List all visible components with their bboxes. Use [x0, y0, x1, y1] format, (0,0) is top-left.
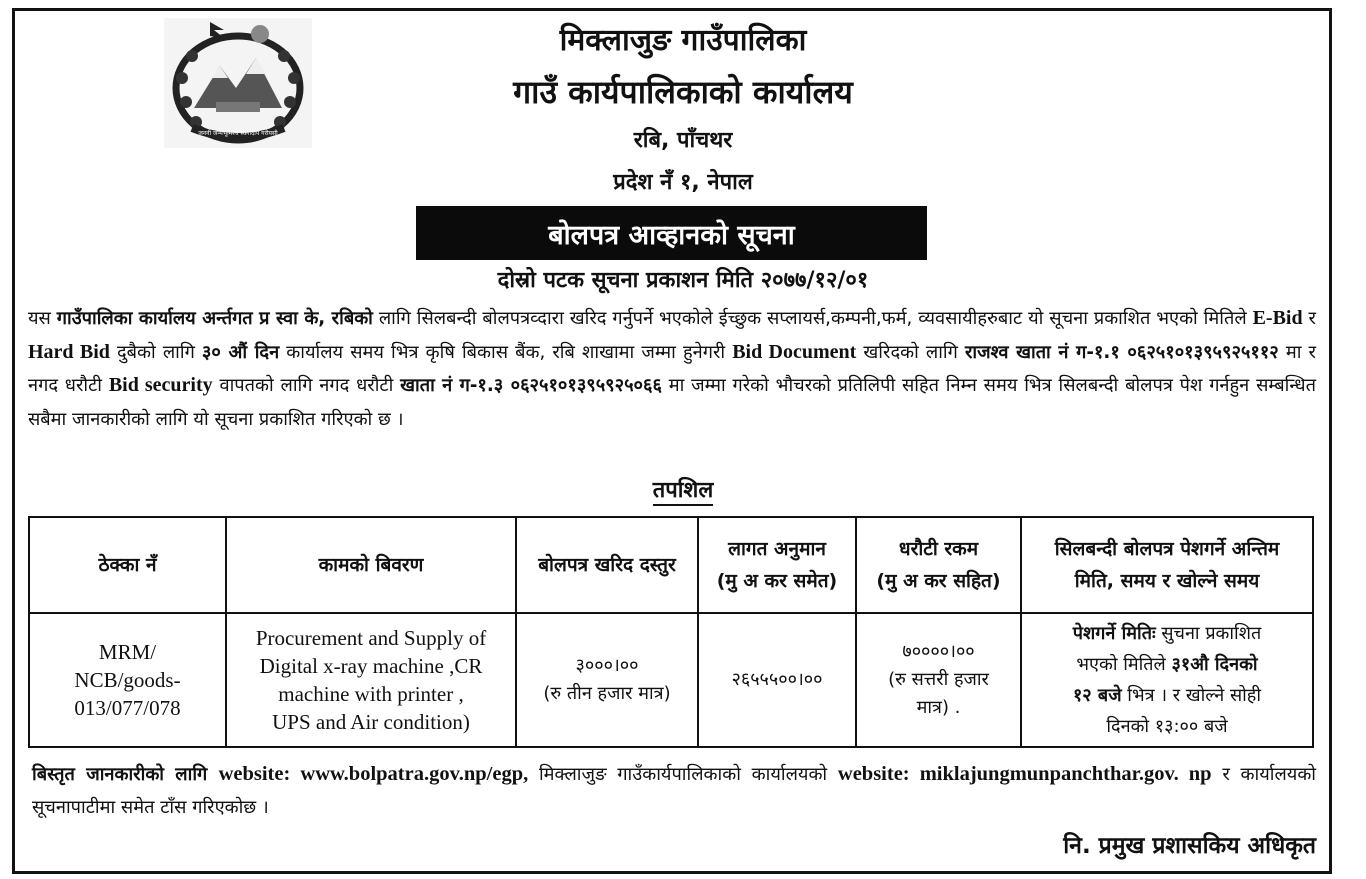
- notice-title-banner: [416, 206, 927, 260]
- body-text: कार्यालय समय भित्र कृषि बिकास बैंक, रबि शाखामा जम्मा हुनेगरी: [279, 341, 733, 363]
- body-text: यस: [28, 308, 57, 329]
- notice-title: बोलपत्र आव्हानको सूचना: [548, 219, 795, 251]
- municipality-website-link[interactable]: website: miklajungmunpanchthar.gov. np: [837, 763, 1212, 785]
- cell-bid-fee: ३०००।०० (रु तीन हजार मात्र): [516, 613, 698, 747]
- province-line: प्रदेश नँ १, नेपाल: [613, 170, 753, 195]
- table-row: [29, 613, 1313, 747]
- body-text: मा जम्मा गरेको भौचरको प्रतिलिपी सहित निम्न समय भित्र सिलबन्दी बोलपत्र पेश गर्नहुन सम्बन्धित सबैमा जानकारीको लागि यो सूचना प्रकाशित गरिएको छ ।: [28, 375, 1316, 430]
- header-bid-security: धरौटी रकम (मु अ कर सहित): [856, 517, 1021, 613]
- cell-cost-estimate: २६५५५००।००: [698, 613, 856, 747]
- municipality-name: मिक्लाजुङ गाउँपालिका: [559, 23, 807, 58]
- info-text: र कार्यालयको सूचनापाटीमा समेत टाँस गरिएकोछ ।: [32, 764, 1317, 818]
- body-text: र: [1302, 308, 1316, 329]
- notice-body-paragraph: [28, 302, 1316, 436]
- body-text: लागि सिलबन्दी बोलपत्रव्दारा खरिद गर्नुपर्ने भएकोले ईच्छुक सप्लायर्स,कम्पनी,फर्म, व्यवसायीहरुबाट यो सूचना प्रकाशित भएको मितिले: [372, 308, 1253, 329]
- body-text: दुबैको लागि: [109, 341, 202, 363]
- emblem-motto: जननी जन्मभूमिश्च स्वर्गादपि गरीयसी: [198, 130, 278, 137]
- header-bid-fee: बोलपत्र खरिद दस्तुर: [516, 517, 698, 613]
- body-text: वापतको लागि नगद धरौटी: [212, 375, 401, 396]
- body-text: खरिदको लागि: [856, 341, 965, 363]
- header-deadline: सिलबन्दी बोलपत्र पेशगर्ने अन्तिम मिति, समय र खोल्ने समय: [1021, 517, 1313, 613]
- schedule-heading: तपशिल: [0, 474, 1366, 504]
- cell-work-description: Procurement and Supply of Digital x-ray machine ,CR machine with printer , UPS and Air condition): [226, 613, 516, 747]
- body-bold-bid-security: Bid security: [108, 374, 213, 396]
- body-bold-ebid: E-Bid: [1252, 307, 1303, 329]
- signature-designation: नि. प्रमुख प्रशासकिय अधिकृत: [1063, 833, 1316, 859]
- publication-date: दोस्रो पटक सूचना प्रकाशन मिति २०७७/१२/०१: [497, 268, 869, 293]
- header-contract-no: ठेक्का नँ: [29, 517, 226, 613]
- body-bold-office: गाउँपालिका कार्यालय अर्न्तगत प्र स्वा के, रबिको: [56, 308, 373, 329]
- info-text: मिक्लाजुङ गाउँकार्यपालिकाको कार्यालयको: [528, 764, 838, 785]
- bolpatra-website-link[interactable]: website: www.bolpatra.gov.np/egp,: [218, 763, 529, 785]
- tender-schedule-table: [28, 516, 1314, 748]
- header-work-description: कामको बिवरण: [226, 517, 516, 613]
- body-bold-hardbid: Hard Bid: [28, 340, 110, 363]
- info-label: बिस्तृत जानकारीको लागि: [32, 764, 219, 785]
- body-bold-revenue-account: राजश्व खाता नं ग-१.१ ०६२५१०१३९५९२५११२: [964, 341, 1279, 363]
- additional-info: [32, 758, 1316, 824]
- cell-contract-no: MRM/ NCB/goods- 013/077/078: [29, 613, 226, 747]
- table-header-row: [29, 517, 1313, 613]
- body-bold-deposit-account: खाता नं ग-१.३ ०६२५१०१३९५९२५०६६: [400, 375, 662, 396]
- header-cost-estimate: लागत अनुमान (मु अ कर समेत): [698, 517, 856, 613]
- office-location: रबि, पाँचथर: [633, 128, 733, 153]
- body-bold-bid-document: Bid Document: [732, 340, 857, 363]
- cell-bid-security: ७००००।०० (रु सत्तरी हजार मात्र) .: [856, 613, 1021, 747]
- cell-deadline: पेशगर्ने मितिः सुचना प्रकाशित भएको मितिले ३१औ दिनको १२ बजे भित्र । र खोल्ने सोही दिनको १३:०० बजे: [1021, 613, 1313, 747]
- body-bold-deadline: ३० औं दिन: [201, 341, 280, 363]
- body-text: मा र नगद धरौटी: [28, 341, 1316, 396]
- office-name: गाउँ कार्यपालिकाको कार्यालय: [513, 73, 853, 111]
